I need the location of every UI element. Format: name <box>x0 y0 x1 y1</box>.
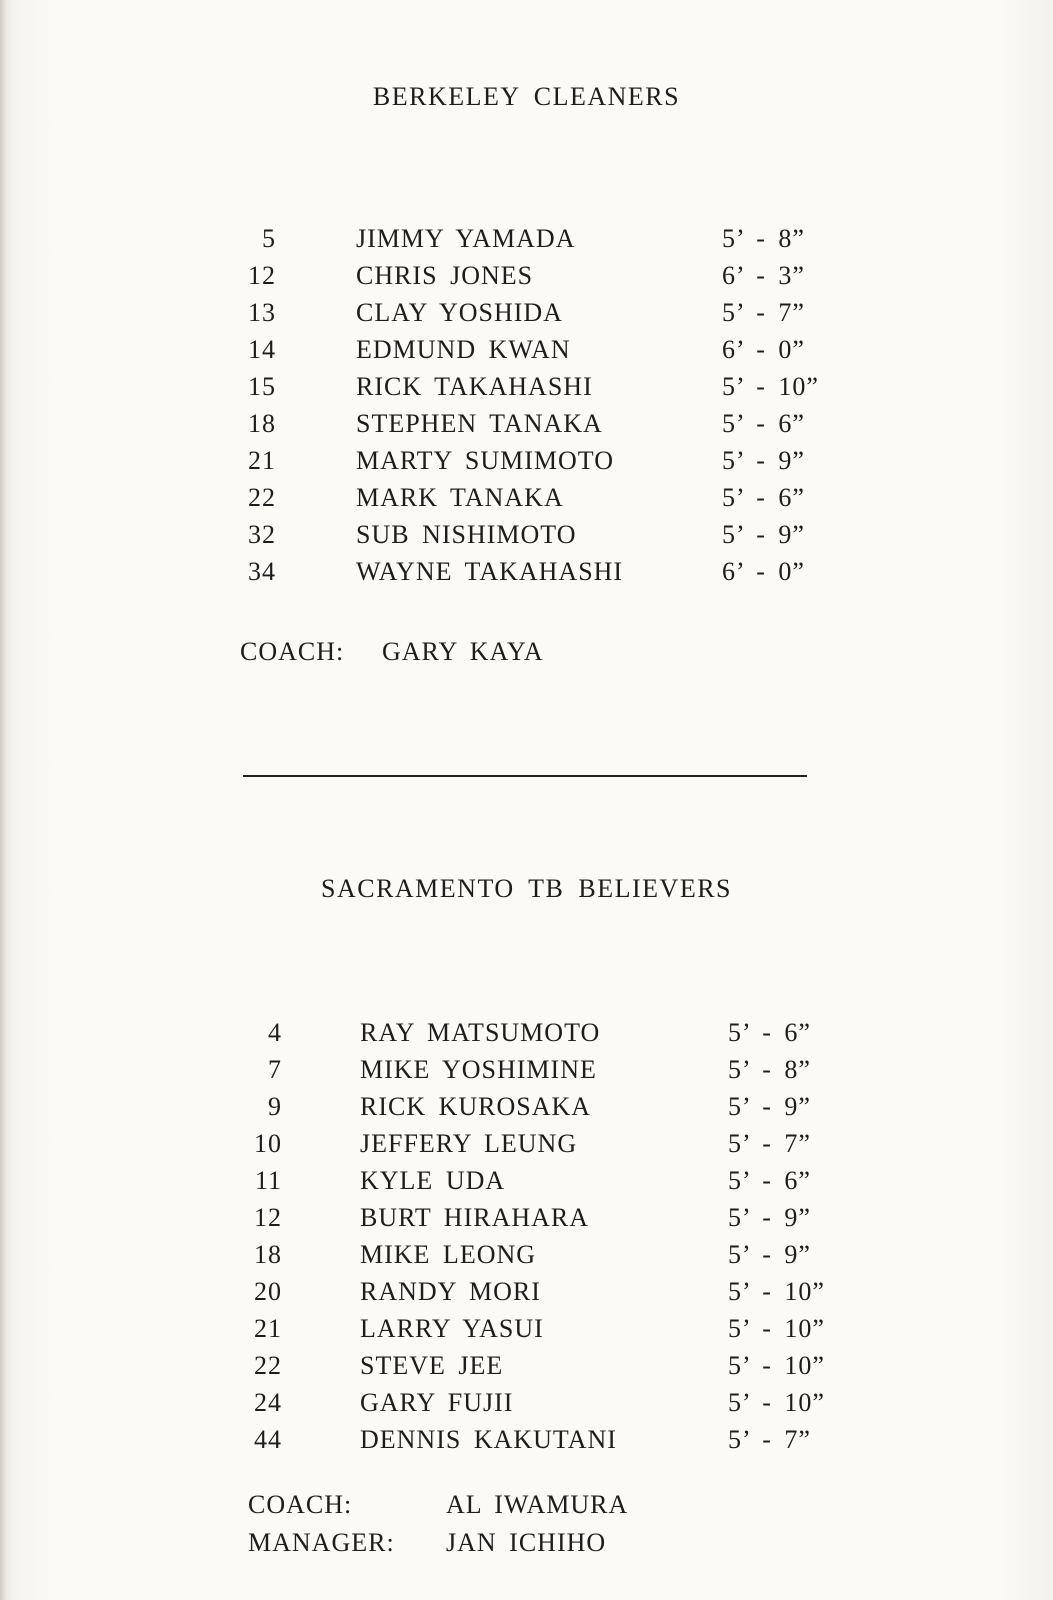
page-binding-edge <box>0 0 6 1600</box>
player-row <box>240 557 840 594</box>
player-height: 5’ - 9” <box>728 1240 811 1269</box>
player-row <box>240 520 840 557</box>
player-height: 5’ - 10” <box>722 372 819 401</box>
player-height: 5’ - 7” <box>722 298 805 327</box>
player-name: LARRY YASUI <box>360 1314 544 1343</box>
player-number: 18 <box>248 409 276 438</box>
player-name: RICK KUROSAKA <box>360 1092 592 1121</box>
player-row <box>244 1240 844 1277</box>
roster-berkeley <box>240 224 840 594</box>
player-height: 5’ - 6” <box>722 483 805 512</box>
player-name: SUB NISHIMOTO <box>356 520 577 549</box>
player-number: 24 <box>254 1388 282 1417</box>
player-height: 5’ - 9” <box>728 1092 811 1121</box>
player-number: 10 <box>254 1129 282 1158</box>
player-name: GARY FUJII <box>360 1388 514 1417</box>
player-number: 5 <box>262 224 276 253</box>
player-name: WAYNE TAKAHASHI <box>356 557 624 586</box>
player-height: 5’ - 7” <box>728 1425 811 1454</box>
player-row <box>240 446 840 483</box>
player-row <box>240 372 840 409</box>
player-row <box>244 1166 844 1203</box>
player-row <box>240 298 840 335</box>
player-height: 5’ - 8” <box>728 1055 811 1084</box>
player-height: 5’ - 9” <box>722 446 805 475</box>
manager-label: MANAGER: <box>248 1528 395 1557</box>
player-row <box>244 1018 844 1055</box>
player-height: 5’ - 8” <box>722 224 805 253</box>
player-number: 44 <box>254 1425 282 1454</box>
player-number: 21 <box>254 1314 282 1343</box>
coach-name: AL IWAMURA <box>446 1490 629 1519</box>
player-number: 4 <box>268 1018 282 1047</box>
player-height: 5’ - 6” <box>728 1166 811 1195</box>
player-height: 5’ - 6” <box>722 409 805 438</box>
team-title-berkeley: BERKELEY CLEANERS <box>372 82 681 111</box>
player-name: DENNIS KAKUTANI <box>360 1425 617 1454</box>
player-height: 6’ - 3” <box>722 261 805 290</box>
player-name: MIKE YOSHIMINE <box>360 1055 597 1084</box>
player-number: 12 <box>248 261 276 290</box>
player-name: KYLE UDA <box>360 1166 506 1195</box>
player-number: 20 <box>254 1277 282 1306</box>
player-number: 21 <box>248 446 276 475</box>
player-number: 12 <box>254 1203 282 1232</box>
player-row <box>240 409 840 446</box>
player-row <box>244 1203 844 1240</box>
player-name: BURT HIRAHARA <box>360 1203 590 1232</box>
player-row <box>240 261 840 298</box>
coach-line-berkeley <box>240 637 740 671</box>
player-row <box>240 335 840 372</box>
coach-label: COACH: <box>248 1490 353 1519</box>
player-name: CLAY YOSHIDA <box>356 298 563 327</box>
roster-sacramento <box>244 1018 844 1462</box>
player-name: JEFFERY LEUNG <box>360 1129 578 1158</box>
player-name: STEPHEN TANAKA <box>356 409 603 438</box>
player-number: 22 <box>248 483 276 512</box>
player-height: 5’ - 6” <box>728 1018 811 1047</box>
player-number: 13 <box>248 298 276 327</box>
player-height: 5’ - 10” <box>728 1277 825 1306</box>
manager-line-sacramento <box>248 1528 748 1562</box>
player-row <box>244 1314 844 1351</box>
player-row <box>240 224 840 261</box>
player-height: 6’ - 0” <box>722 557 805 586</box>
player-height: 5’ - 10” <box>728 1314 825 1343</box>
coach-line-sacramento <box>248 1490 748 1524</box>
player-row <box>244 1055 844 1092</box>
player-name: RICK TAKAHASHI <box>356 372 593 401</box>
player-name: CHRIS JONES <box>356 261 534 290</box>
player-row <box>244 1425 844 1462</box>
player-number: 14 <box>248 335 276 364</box>
player-number: 34 <box>248 557 276 586</box>
player-row <box>244 1092 844 1129</box>
player-name: MARTY SUMIMOTO <box>356 446 614 475</box>
coach-label: COACH: <box>240 637 345 666</box>
player-number: 9 <box>268 1092 282 1121</box>
player-height: 5’ - 7” <box>728 1129 811 1158</box>
section-divider <box>243 775 807 777</box>
player-name: JIMMY YAMADA <box>356 224 576 253</box>
player-row <box>244 1277 844 1314</box>
player-height: 5’ - 9” <box>722 520 805 549</box>
player-height: 5’ - 10” <box>728 1388 825 1417</box>
coach-name: GARY KAYA <box>382 637 544 666</box>
player-number: 32 <box>248 520 276 549</box>
player-row <box>244 1129 844 1166</box>
player-name: RAY MATSUMOTO <box>360 1018 601 1047</box>
player-name: EDMUND KWAN <box>356 335 571 364</box>
player-number: 15 <box>248 372 276 401</box>
player-name: RANDY MORI <box>360 1277 541 1306</box>
player-number: 18 <box>254 1240 282 1269</box>
player-number: 7 <box>268 1055 282 1084</box>
player-number: 22 <box>254 1351 282 1380</box>
player-row <box>244 1388 844 1425</box>
player-number: 11 <box>254 1166 282 1195</box>
player-name: MARK TANAKA <box>356 483 564 512</box>
team-title-sacramento: SACRAMENTO TB BELIEVERS <box>320 874 733 903</box>
player-name: MIKE LEONG <box>360 1240 537 1269</box>
player-height: 5’ - 9” <box>728 1203 811 1232</box>
player-height: 5’ - 10” <box>728 1351 825 1380</box>
manager-name: JAN ICHIHO <box>446 1528 607 1557</box>
player-name: STEVE JEE <box>360 1351 504 1380</box>
player-height: 6’ - 0” <box>722 335 805 364</box>
player-row <box>244 1351 844 1388</box>
player-row <box>240 483 840 520</box>
